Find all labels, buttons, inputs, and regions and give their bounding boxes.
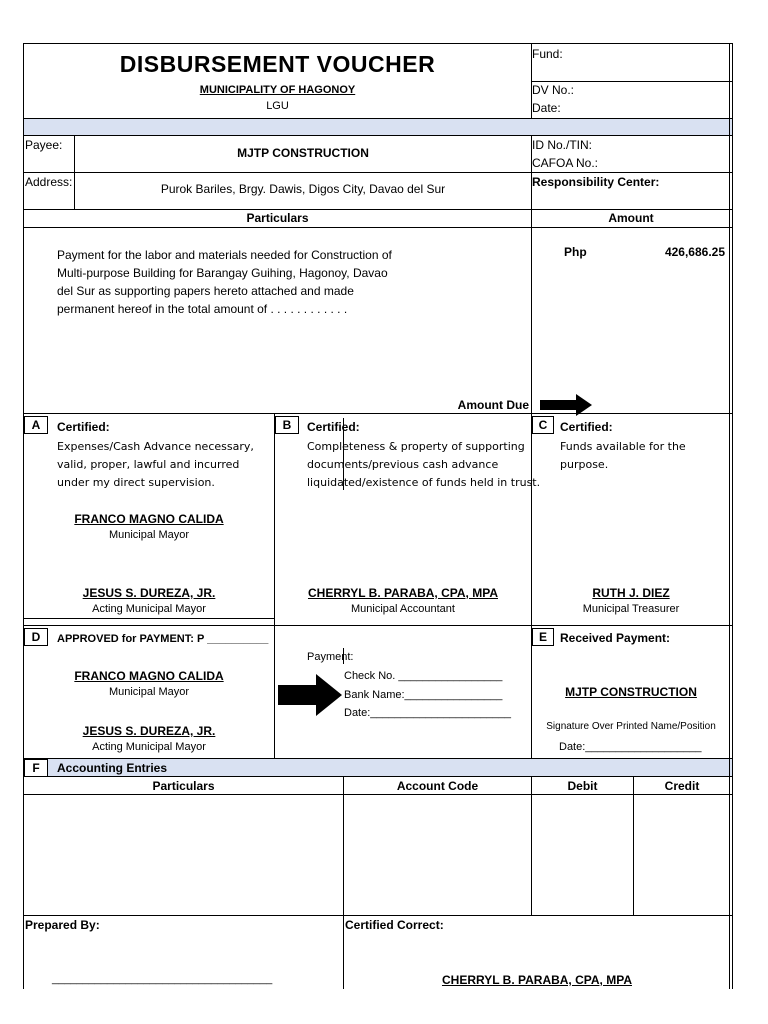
signatory-title: Acting Municipal Mayor [92,603,206,615]
box-a-line: valid, proper, lawful and incurred [57,458,240,471]
payment-label: Payment: [307,651,354,663]
rule [23,227,732,228]
box-b-line: Completeness & property of supporting [307,440,525,453]
box-c-line: Funds available for the [560,440,686,453]
rule [531,81,732,82]
address-label: Address: [25,175,73,189]
box-c-line: purpose. [560,458,609,471]
outer-top [23,43,732,44]
box-a-line: under my direct supervision. [57,476,215,489]
amount-value: 426,686.25 [664,245,725,259]
document-title: DISBURSEMENT VOUCHER [119,51,436,77]
outer-right [732,43,733,989]
col-credit: Credit [664,779,700,793]
particulars-line: Payment for the labor and materials needed for Construction of [57,248,392,262]
box-e-title: Received Payment: [560,631,671,645]
certified-correct-label: Certified Correct: [345,918,444,932]
received-by-name: MJTP CONSTRUCTION [565,685,697,699]
col-particulars: Particulars [152,779,215,793]
signatory-name: RUTH J. DIEZ [592,586,670,600]
box-c-title: Certified: [560,420,613,434]
check-number-field: Check No. _________________ [344,670,503,682]
text-cursor [343,418,344,490]
col-account-code: Account Code [396,779,479,793]
rule [531,135,532,758]
certified-correct-name: CHERRYL B. PARABA, CPA, MPA [441,973,632,987]
accounting-entries-title: Accounting Entries [57,761,168,775]
rule [343,776,344,989]
text-cursor [343,648,344,664]
signatory-title: Municipal Accountant [351,603,455,615]
box-f-letter: F [24,759,48,777]
rule [633,776,634,915]
signatory-title: Acting Municipal Mayor [92,741,206,753]
signatory-name: JESUS S. DUREZA, JR. [82,724,216,738]
payee-name: MJTP CONSTRUCTION [237,146,369,160]
payment-date-field: Date:_______________________ [344,707,511,719]
box-e-letter: E [532,628,554,646]
approved-for-payment: APPROVED for PAYMENT: P __________ [57,633,269,645]
signatory-name: FRANCO MAGNO CALIDA [74,669,224,683]
payee-address: Purok Bariles, Brgy. Dawis, Digos City, Davao del Sur [160,182,446,196]
box-c-letter: C [532,416,554,434]
rule [23,625,732,626]
dv-number-label: DV No.: [532,83,575,97]
tin-label: ID No./TIN: [532,138,593,152]
rule [23,118,732,119]
box-b-line: liquidated/existence of funds held in trust. [307,476,541,489]
particulars-line: del Sur as supporting papers hereto attached and made [57,284,354,298]
signature-label: Signature Over Printed Name/Position [546,721,716,732]
date-label: Date: [532,101,561,115]
rule [23,135,732,136]
rule [23,618,274,619]
rule [23,413,732,414]
signatory-title: Municipal Mayor [108,686,190,698]
amount-header: Amount [608,211,654,225]
received-date-field: Date:___________________ [559,741,702,753]
prepared-by-line: ____________________________________ [52,973,273,985]
rule [531,776,532,915]
box-b-title: Certified: [307,420,360,434]
box-b-letter: B [275,416,299,434]
particulars-line: permanent hereof in the total amount of . . . . . . . . . . . . [57,302,348,316]
responsibility-center-label: Responsibility Center: [532,175,660,189]
signatory-title: Municipal Mayor [108,529,190,541]
signatory-title: Municipal Treasurer [582,603,680,615]
arrow-right-icon [278,674,342,716]
cafoa-label: CAFOA No.: [532,156,599,170]
payee-label: Payee: [25,138,63,152]
currency-label: Php [564,245,587,259]
signatory-name: FRANCO MAGNO CALIDA [74,512,224,526]
rule [23,172,732,173]
box-a-letter: A [24,416,48,434]
prepared-by-label: Prepared By: [25,918,100,932]
box-a-line: Expenses/Cash Advance necessary, [57,440,254,453]
box-a-title: Certified: [57,420,110,434]
particulars-header: Particulars [246,211,309,225]
lgu-label: LGU [266,100,289,112]
header-band [24,118,732,135]
fund-label: Fund: [532,47,563,61]
signatory-name: JESUS S. DUREZA, JR. [82,586,216,600]
rule [23,209,732,210]
outer-right-2 [729,43,730,989]
bank-name-field: Bank Name:________________ [344,689,503,701]
rule [23,758,732,759]
rule [23,776,732,777]
rule [23,794,732,795]
amount-due-label: Amount Due [457,398,529,412]
municipality-name: MUNICIPALITY OF HAGONOY [199,84,356,96]
box-b-line: documents/previous cash advance [307,458,499,471]
box-d-letter: D [24,628,48,646]
rule [23,915,732,916]
signatory-name: CHERRYL B. PARABA, CPA, MPA [307,586,498,600]
particulars-line: Multi-purpose Building for Barangay Guihing, Hagonoy, Davao [57,266,388,280]
col-debit: Debit [567,779,598,793]
arrow-right-icon [540,394,592,416]
